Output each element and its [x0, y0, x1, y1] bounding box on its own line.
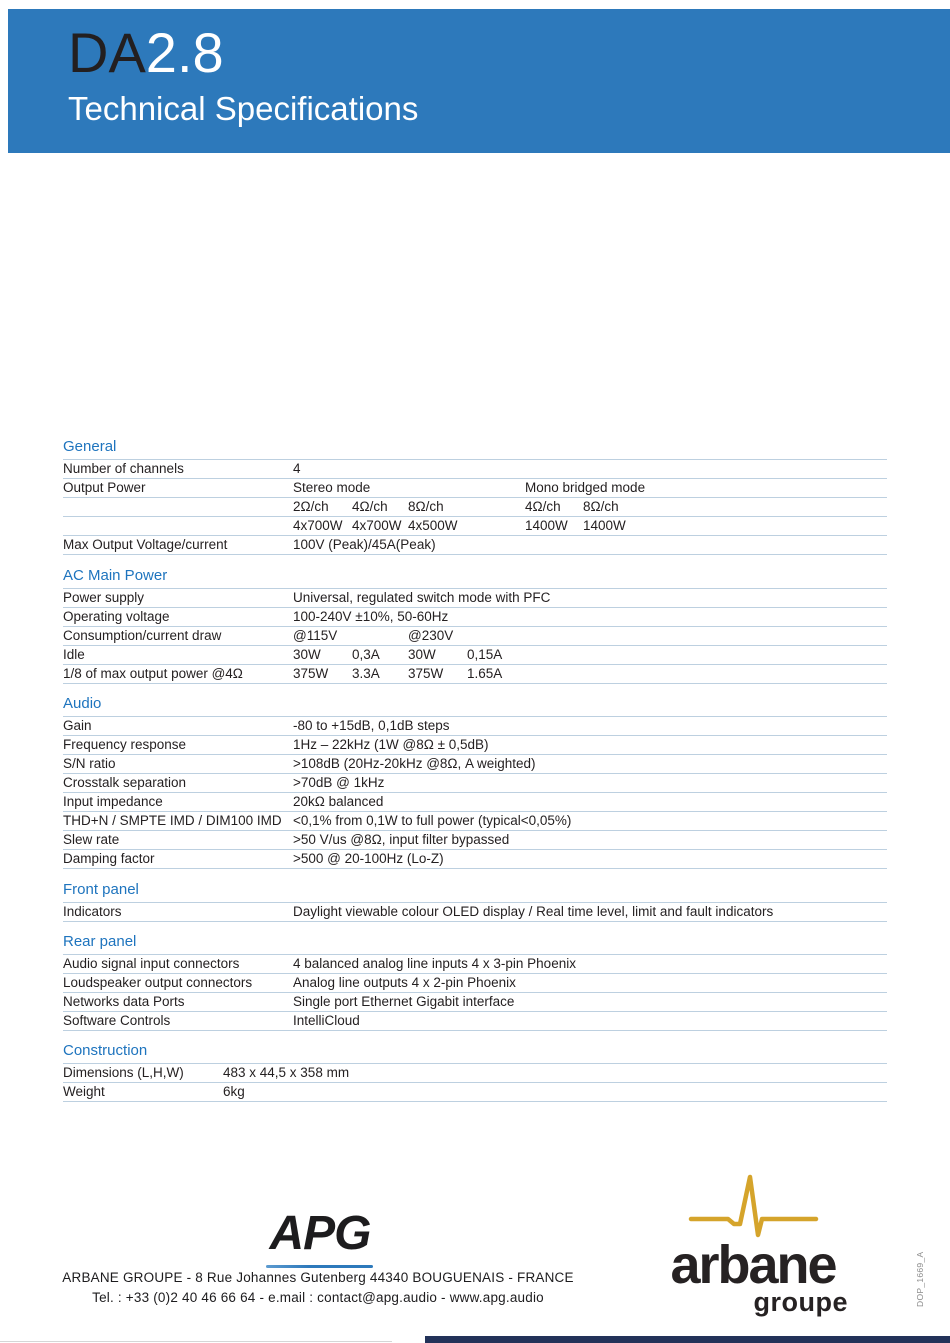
spec-label: Frequency response [63, 737, 187, 752]
spec-value: 8Ω/ch [583, 499, 619, 514]
spec-row [63, 736, 887, 755]
spec-value: <0,1% from 0,1W to full power (typical<0,05%) [293, 813, 572, 828]
spec-value: 6kg [223, 1084, 245, 1099]
spec-label: Output Power [63, 480, 146, 495]
spec-value: Single port Ethernet Gigabit interface [293, 994, 515, 1009]
footer-address-line2: Tel. : +33 (0)2 40 46 66 64 - e.mail : contact@apg.audio - www.apg.audio [92, 1289, 544, 1305]
spec-value: >50 V/us @8Ω, input filter bypassed [293, 832, 510, 847]
section-heading-audio: Audio [63, 695, 887, 717]
spec-row [63, 850, 887, 869]
spec-value: 2Ω/ch [293, 499, 329, 514]
arbane-logo-text: arbane [670, 1235, 836, 1295]
spec-row [63, 774, 887, 793]
spec-row [63, 955, 887, 974]
section-heading-general: General [63, 438, 887, 460]
spec-value: >500 @ 20-100Hz (Lo-Z) [293, 851, 444, 866]
section-heading-front-panel: Front panel [63, 881, 887, 903]
spec-value: 3.3A [352, 666, 380, 681]
spec-row [63, 460, 887, 479]
spec-value: 4Ω/ch [525, 499, 561, 514]
spec-label: Slew rate [63, 832, 120, 847]
spec-value: @115V [293, 628, 338, 643]
spec-row [63, 1083, 887, 1102]
spec-label: Damping factor [63, 851, 155, 866]
spec-value: 0,15A [467, 647, 503, 662]
spec-row [63, 974, 887, 993]
spec-row [63, 608, 887, 627]
spec-label: Loudspeaker output connectors [63, 975, 253, 990]
spec-value: 375W [293, 666, 329, 681]
spec-value: @230V [408, 628, 454, 643]
spec-row [63, 589, 887, 608]
model-prefix: DA [68, 21, 146, 84]
spec-label: Audio signal input connectors [63, 956, 240, 971]
spec-row [63, 993, 887, 1012]
spec-label: Weight [63, 1084, 105, 1099]
spec-label: Software Controls [63, 1013, 171, 1028]
spec-value: 100V (Peak)/45A(Peak) [293, 537, 436, 552]
spec-label: THD+N / SMPTE IMD / DIM100 IMD [63, 813, 282, 828]
spec-value: 0,3A [352, 647, 380, 662]
document-reference: DOP_1669_A [915, 1251, 925, 1307]
spec-label: Dimensions (L,H,W) [63, 1065, 184, 1080]
spec-label: Number of channels [63, 461, 184, 476]
spec-value: Universal, regulated switch mode with PFC [293, 590, 551, 605]
spec-value: Mono bridged mode [525, 480, 646, 495]
spec-row [63, 1012, 887, 1031]
header-banner [8, 9, 950, 153]
spec-row [63, 831, 887, 850]
spec-value: 483 x 44,5 x 358 mm [223, 1065, 350, 1080]
spec-value: -80 to +15dB, 0,1dB steps [293, 718, 450, 733]
spec-value: 4x700W [293, 518, 343, 533]
model-number: 2.8 [145, 21, 224, 84]
spec-row [63, 903, 887, 922]
spec-row [63, 517, 887, 536]
spec-row [63, 755, 887, 774]
spec-row [63, 498, 887, 517]
arbane-pulse-icon [688, 1171, 820, 1243]
spec-row [63, 646, 887, 665]
section-ac-main-power [63, 567, 887, 684]
spec-value: 30W [293, 647, 321, 662]
spec-value: 1400W [525, 518, 568, 533]
spec-label: Crosstalk separation [63, 775, 187, 790]
spec-value: >108dB (20Hz-20kHz @8Ω, A weighted) [293, 756, 536, 771]
section-construction [63, 1042, 887, 1102]
arbane-logo-subtext: groupe [753, 1287, 848, 1317]
spec-value: 30W [408, 647, 436, 662]
apg-logo: APG [269, 1207, 371, 1260]
spec-row [63, 717, 887, 736]
bottom-edge-line [0, 1341, 392, 1342]
spec-value: 1Hz – 22kHz (1W @8Ω ± 0,5dB) [293, 737, 489, 752]
spec-value: 8Ω/ch [408, 499, 444, 514]
spec-label: Input impedance [63, 794, 163, 809]
section-heading-rear-panel: Rear panel [63, 933, 887, 955]
spec-value: 20kΩ balanced [293, 794, 384, 809]
spec-value: 4x500W [408, 518, 458, 533]
spec-row [63, 665, 887, 684]
page-title [68, 23, 224, 83]
spec-value: 100-240V ±10%, 50-60Hz [293, 609, 449, 624]
footer-address [18, 1268, 618, 1307]
spec-label: Max Output Voltage/current [63, 537, 228, 552]
spec-value: Stereo mode [293, 480, 371, 495]
spec-value: >70dB @ 1kHz [293, 775, 385, 790]
spec-label: Indicators [63, 904, 122, 919]
spec-value: 4Ω/ch [352, 499, 388, 514]
spec-label: Networks data Ports [63, 994, 185, 1009]
section-heading-ac-main-power: AC Main Power [63, 567, 887, 589]
page-subtitle: Technical Specifications [68, 90, 419, 127]
spec-row [63, 1064, 887, 1083]
spec-value: IntelliCloud [293, 1013, 360, 1028]
section-rear-panel [63, 933, 887, 1031]
footer-address-line1: ARBANE GROUPE - 8 Rue Johannes Gutenberg 44340 BOUGUENAIS - FRANCE [62, 1270, 574, 1285]
section-front-panel [63, 881, 887, 922]
spec-label: Power supply [63, 590, 145, 605]
spec-value: 4 [293, 461, 301, 476]
spec-value: 1.65A [467, 666, 503, 681]
spec-value: 4 balanced analog line inputs 4 x 3-pin Phoenix [293, 956, 576, 971]
spec-label: Gain [63, 718, 92, 733]
spec-label: Consumption/current draw [63, 628, 222, 643]
spec-label: Operating voltage [63, 609, 170, 624]
spec-value: Analog line outputs 4 x 2-pin Phoenix [293, 975, 516, 990]
spec-label: Idle [63, 647, 85, 662]
section-heading-construction: Construction [63, 1042, 887, 1064]
spec-row [63, 793, 887, 812]
section-audio [63, 695, 887, 869]
spec-row [63, 627, 887, 646]
spec-label: S/N ratio [63, 756, 116, 771]
bottom-navy-bar [425, 1336, 950, 1343]
spec-value: 375W [408, 666, 444, 681]
section-general [63, 438, 887, 555]
spec-row [63, 479, 887, 498]
spec-value: 1400W [583, 518, 626, 533]
spec-value: 4x700W [352, 518, 402, 533]
spec-row [63, 536, 887, 555]
spec-label: 1/8 of max output power @4Ω [63, 666, 243, 681]
spec-value: Daylight viewable colour OLED display / Real time level, limit and fault indicators [293, 904, 774, 919]
spec-row [63, 812, 887, 831]
